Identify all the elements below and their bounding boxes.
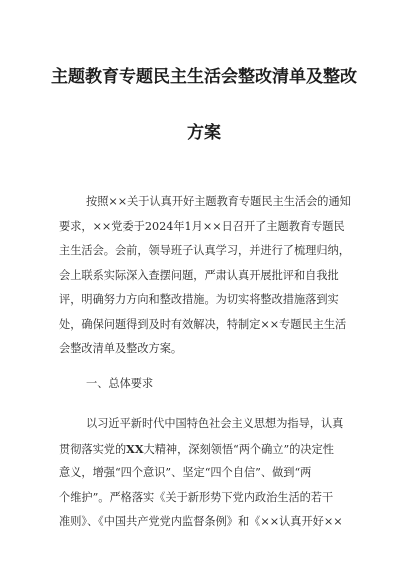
section-1-line-2-part-b: 大精神，深刻领悟“两个确立”的决定性 <box>143 443 334 456</box>
section-1-line-2-part-a: 贯彻落实党的 <box>59 443 127 456</box>
section-1-line-2 <box>59 441 334 458</box>
section-1-line-3: 意义，增强“四个意识”、坚定“四个自信”、做到“两 <box>59 466 312 479</box>
intro-line-7: 会整改清单及整改方案。 <box>59 342 183 355</box>
section-1-line-1: 以习近平新时代中国特色社会主义思想为指导，认真 <box>86 417 344 430</box>
intro-line-2: 要求，××党委于2024年1月××日召开了主题教育专题民 <box>59 220 345 233</box>
section-1-line-4: 个维护”。严格落实《关于新形势下党内政治生活的若干 <box>59 491 334 504</box>
intro-line-4: 会上联系实际深入查摆问题，严肃认真开展批评和自我批 <box>59 269 339 282</box>
intro-line-1: 按照××关于认真开好主题教育专题民主生活会的通知 <box>86 195 351 208</box>
document-title-line-1: 主题教育专题民主生活会整改清单及整改 <box>51 67 357 87</box>
intro-line-6: 处，确保问题得到及时有效解决，特制定××专题民主生活 <box>59 318 347 331</box>
intro-line-5: 评，明确努力方向和整改措施。为切实将整改措施落到实 <box>59 293 339 306</box>
document-title-line-2: 方案 <box>187 123 221 143</box>
intro-line-3: 主生活会。会前，领导班子认真学习，并进行了梳理归纳， <box>59 244 350 257</box>
section-1-line-2-congress-number: XX <box>126 442 144 456</box>
section-1-heading: 一、总体要求 <box>86 377 154 390</box>
section-1-line-5: 准则》、《中国共产党党内监督条例》和《××认真开好×× <box>59 515 343 528</box>
